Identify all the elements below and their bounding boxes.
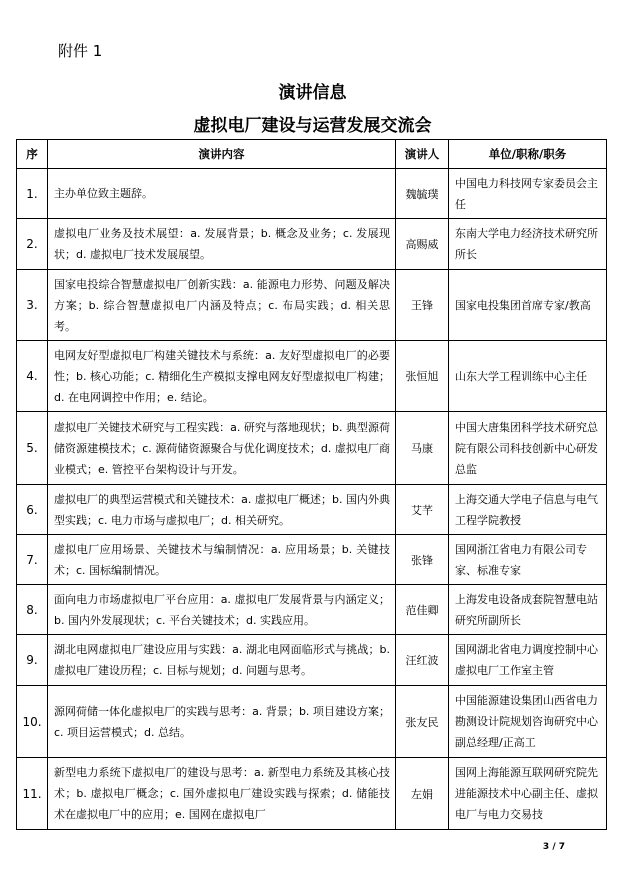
speech-content: 国家电投综合智慧虚拟电厂创新实践：a. 能源电力形势、问题及解决方案；b. 综合智慧虚拟电厂内涵及特点；c. 布局实践；d. 相关思考。	[48, 270, 396, 341]
speaker-unit: 东南大学电力经济技术研究所所长	[449, 219, 607, 270]
header-content: 演讲内容	[48, 140, 396, 169]
row-number: 4.	[17, 341, 48, 412]
speech-content: 新型电力系统下虚拟电厂的建设与思考：a. 新型电力系统及其核心技术；b. 虚拟电厂概念；c. 国外虚拟电厂建设实践与探索；d. 储能技术在虚拟电厂中的应用；e. 国网在虚拟电厂	[48, 758, 396, 830]
header-no: 序	[17, 140, 48, 169]
speaker-unit: 国网湖北省电力调度控制中心虚拟电厂工作室主管	[449, 635, 607, 686]
row-number: 8.	[17, 585, 48, 635]
table-row	[17, 412, 607, 485]
table-row	[17, 485, 607, 535]
row-number: 11.	[17, 758, 48, 830]
speech-content: 电网友好型虚拟电厂构建关键技术与系统：a. 友好型虚拟电厂的必要性；b. 核心功能；c. 精细化生产模拟支撑电网友好型虚拟电厂构建；d. 在电网调控中作用；e. 结论。	[48, 341, 396, 412]
speech-table	[16, 139, 607, 830]
attachment-label: 附件 1	[58, 42, 103, 60]
speaker-name: 马康	[396, 412, 449, 485]
table-row	[17, 270, 607, 341]
speech-content: 虚拟电厂应用场景、关键技术与编制情况：a. 应用场景；b. 关键技术；c. 国标编制情况。	[48, 535, 396, 585]
row-number: 2.	[17, 219, 48, 270]
speech-content: 面向电力市场虚拟电厂平台应用：a. 虚拟电厂发展背景与内涵定义；b. 国内外发展现状；c. 平台关键技术；d. 实践应用。	[48, 585, 396, 635]
speaker-name: 高赐威	[396, 219, 449, 270]
speaker-unit: 上海交通大学电子信息与电气工程学院教授	[449, 485, 607, 535]
speaker-name: 张恒旭	[396, 341, 449, 412]
table-row	[17, 535, 607, 585]
speaker-name: 王锋	[396, 270, 449, 341]
speaker-unit: 上海发电设备成套院智慧电站研究所副所长	[449, 585, 607, 635]
row-number: 10.	[17, 686, 48, 758]
speaker-name: 左娟	[396, 758, 449, 830]
speaker-name: 艾芊	[396, 485, 449, 535]
header-speaker: 演讲人	[396, 140, 449, 169]
row-number: 6.	[17, 485, 48, 535]
speaker-name: 魏毓璞	[396, 169, 449, 219]
document-subtitle: 虚拟电厂建设与运营发展交流会	[193, 116, 432, 136]
table-row	[17, 635, 607, 686]
speaker-name: 张锋	[396, 535, 449, 585]
speaker-name: 汪红波	[396, 635, 449, 686]
speaker-name: 范佳卿	[396, 585, 449, 635]
speaker-unit: 国网浙江省电力有限公司专家、标准专家	[449, 535, 607, 585]
table-row	[17, 341, 607, 412]
speech-content: 湖北电网虚拟电厂建设应用与实践：a. 湖北电网面临形式与挑战；b. 虚拟电厂建设历程；c. 目标与规划；d. 问题与思考。	[48, 635, 396, 686]
speech-content: 虚拟电厂的典型运营模式和关键技术：a. 虚拟电厂概述；b. 国内外典型实践；c. 电力市场与虚拟电厂；d. 相关研究。	[48, 485, 396, 535]
speaker-unit: 国网上海能源互联网研究院先进能源技术中心副主任、虚拟电厂与电力交易技	[449, 758, 607, 830]
speech-content: 源网荷储一体化虚拟电厂的实践与思考：a. 背景；b. 项目建设方案；c. 项目运营模式；d. 总结。	[48, 686, 396, 758]
table-row	[17, 686, 607, 758]
speaker-name: 张友民	[396, 686, 449, 758]
table-row	[17, 219, 607, 270]
speech-content: 主办单位致主题辞。	[48, 169, 396, 219]
speaker-unit: 中国电力科技网专家委员会主任	[449, 169, 607, 219]
table-row	[17, 758, 607, 830]
row-number: 1.	[17, 169, 48, 219]
speaker-unit: 中国大唐集团科学技术研究总院有限公司科技创新中心研发总监	[449, 412, 607, 485]
row-number: 9.	[17, 635, 48, 686]
table-row	[17, 169, 607, 219]
table-header-row	[17, 140, 607, 169]
speech-content: 虚拟电厂关键技术研究与工程实践：a. 研究与落地现状；b. 典型源荷储资源建模技术；c. 源荷储资源聚合与优化调度技术；d. 虚拟电厂商业模式；e. 管控平台架构设计与开发。	[48, 412, 396, 485]
table-row	[17, 585, 607, 635]
header-unit: 单位/职称/职务	[449, 140, 607, 169]
row-number: 7.	[17, 535, 48, 585]
document-title: 演讲信息	[278, 83, 347, 103]
row-number: 5.	[17, 412, 48, 485]
speaker-unit: 山东大学工程训练中心主任	[449, 341, 607, 412]
speech-content: 虚拟电厂业务及技术展望：a. 发展背景；b. 概念及业务；c. 发展现状；d. 虚拟电厂技术发展展望。	[48, 219, 396, 270]
speaker-unit: 中国能源建设集团山西省电力勘测设计院规划咨询研究中心副总经理/正高工	[449, 686, 607, 758]
speaker-unit: 国家电投集团首席专家/教高	[449, 270, 607, 341]
page-number: 3 / 7	[542, 842, 565, 852]
row-number: 3.	[17, 270, 48, 341]
